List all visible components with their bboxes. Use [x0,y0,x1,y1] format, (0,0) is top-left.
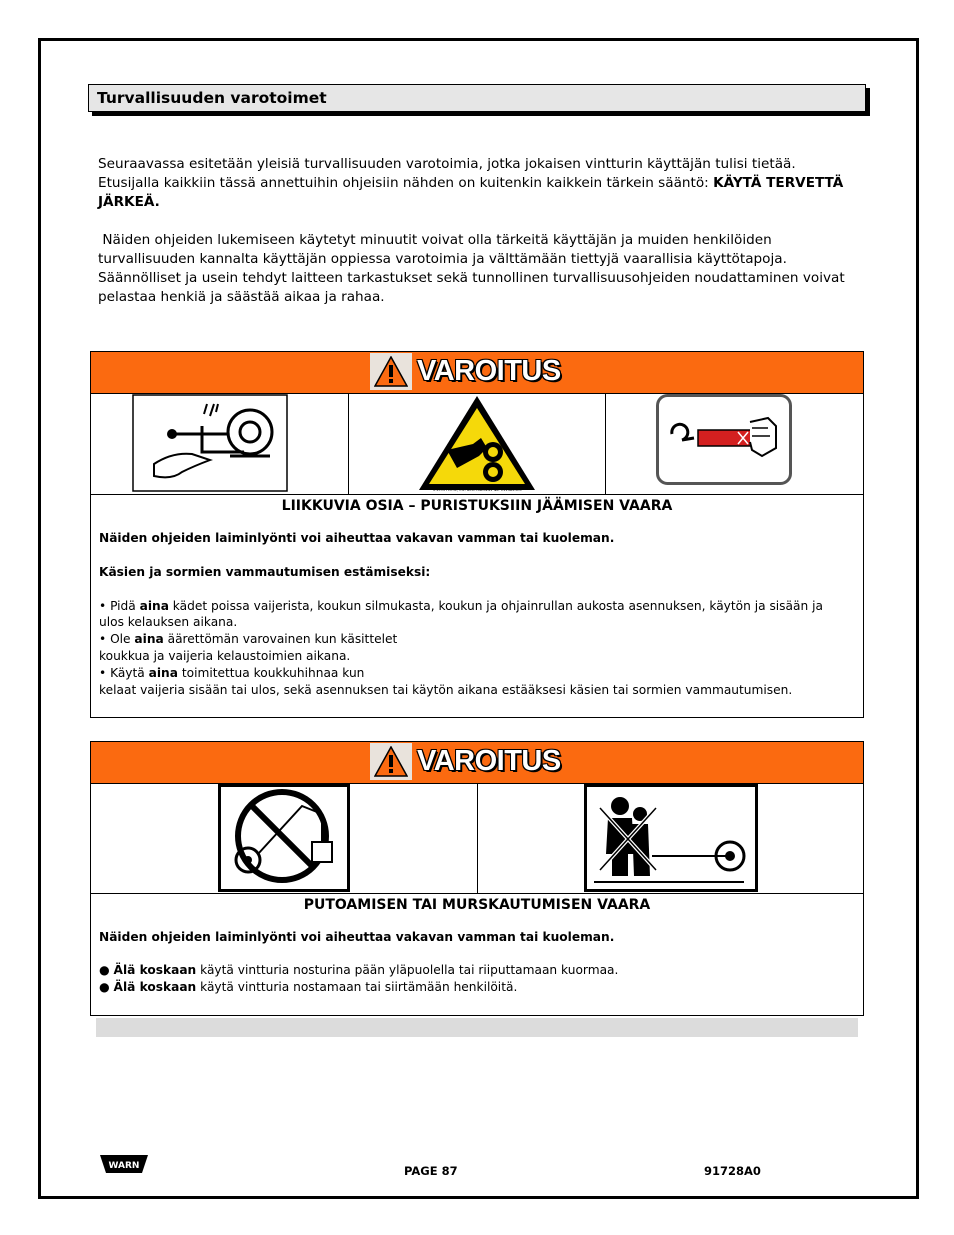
intro-paragraph-2: Näiden ohjeiden lukemiseen käytetyt minuutit voivat olla tärkeitä käyttäjän ja muiden henkilöiden turvallisuuden kannalta käyttäjän oppiessa varotoimia ja välttämään tiettyjä vaarallisia käyttötapoja. Säännölliset ja usein tehdyt laitteen tarkastukset sekä tunnollinen turvallisuusohjeiden noudattaminen voivat pelastaa henkiä ja säästää aikaa ja rahaa. [98,232,845,305]
intro-paragraph-1: Seuraavassa esitetään yleisiä turvallisuuden varotoimia, jotka jokaisen vintturin käyttäjän tulisi tietää. Etusijalla kaikkiin tässä annettuihin ohjeisiin nähden on kuitenkin kaikkein tärkein sääntö: KÄYTÄ TERVETTÄ JÄRKEÄ. [98,156,844,210]
warning-triangle-icon [370,743,412,780]
warning-label: VAROITUS [417,745,561,777]
bullet-list [91,962,863,996]
subheading: Käsien ja sormien vammautumisen estämiseksi: [99,564,431,579]
warning-banner [91,742,863,784]
list-item: ● Älä koskaan käytä vintturia nostamaan tai siirtämään henkilöitä. [99,979,518,994]
consequence-text: Näiden ohjeiden laiminlyönti voi aiheuttaa vakavan vamman tai kuoleman. [99,531,615,545]
list-item: • Ole aina äärettömän varovainen kun käsittelet [99,632,398,647]
warning-label: VAROITUS [417,355,561,387]
section-header [88,84,866,112]
list-item: • Käytä aina toimitettua koukkuhihnaa kun [99,665,365,680]
gray-strip [96,1018,858,1037]
page-number: PAGE 87 [404,1164,458,1178]
warning-box-moving-parts [90,351,864,718]
warning-title: PUTOAMISEN TAI MURSKAUTUMISEN VAARA [303,897,651,913]
warning-title: LIIKKUVIA OSIA – PURISTUKSIIN JÄÄMISEN VAARA [281,498,673,514]
warn-logo [98,1153,150,1175]
pictogram-row [91,784,863,894]
warning-triangle-icon [370,353,412,390]
pinch-hazard-decal-icon [417,394,537,494]
hook-strap-icon [656,394,792,486]
list-item: • Pidä aina kädet poissa vaijerista, koukun silmukasta, koukun ja ohjainrullan aukosta asennuksen, käytön ja sisään ja [99,598,823,613]
svg-text:©1995 H.C.S., Inc. 800-748-0: ©1995 H.C.S., Inc. 800-748-0241 No. 111383-0-0 [432,488,522,492]
warning-banner [91,352,863,394]
document-number: 91728A0 [704,1164,761,1178]
warning-box-fall-crush [90,741,864,1016]
bullet-list: • Pidä aina kädet poissa vaijerista, koukun silmukasta, koukun ja ohjainrullan aukosta asennuksen, käytön ja sisään ja ulos kelauksen aikana. • Ole aina äärettömän varovainen kun käsittelet koukkua ja vaijeria kelaustoimien aikana. • Käytä aina toimitettua koukkuhihnaa kun kelaat vaijeria sisään tai ulos, sekä asennuksen tai käytön aikana estääksesi käsien tai sormien vammautumisen. [91,598,863,699]
no-lifting-people-icon [584,784,758,892]
hand-near-winch-icon [132,394,288,492]
consequence-text: Näiden ohjeiden laiminlyönti voi aiheuttaa vakavan vamman tai kuoleman. [99,930,615,944]
pictogram-row [91,394,863,495]
section-title: Turvallisuuden varotoimet [97,89,327,107]
svg-text:WARN: WARN [108,1161,140,1171]
list-item: ● Älä koskaan käytä vintturia nosturina pään yläpuolella tai riiputtamaan kuormaa. [99,962,619,977]
no-overhead-lifting-icon [218,784,350,892]
